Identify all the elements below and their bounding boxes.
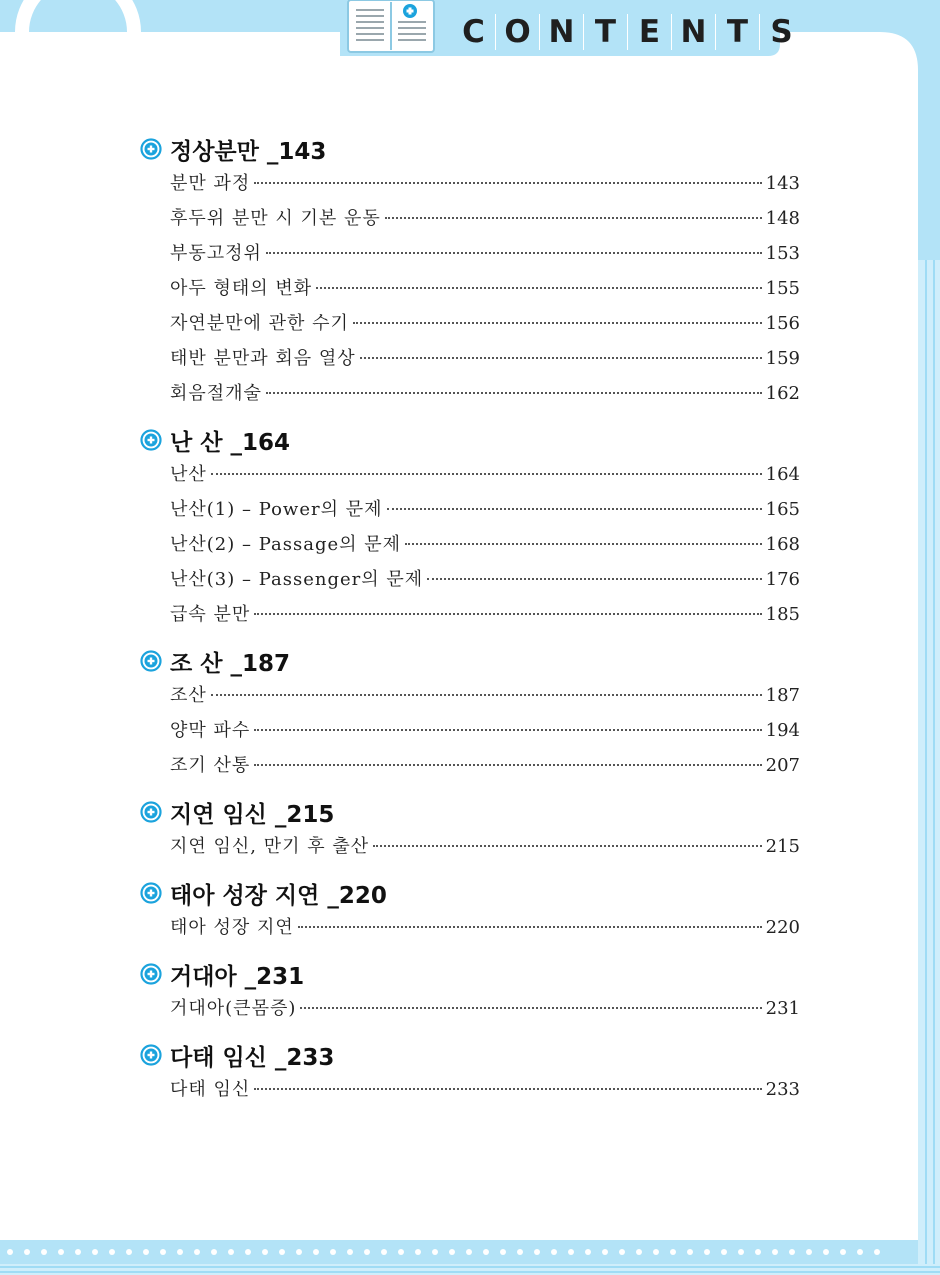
table-of-contents [140, 132, 800, 1107]
section-gap [140, 945, 800, 957]
toc-entry[interactable] [170, 271, 800, 306]
plus-circle-icon [140, 650, 162, 672]
toc-entry[interactable] [170, 236, 800, 271]
entry-label: 조기 산통 [170, 755, 251, 776]
section-gap [140, 411, 800, 423]
bottom-frame-band [0, 1240, 918, 1264]
toc-entry[interactable] [170, 201, 800, 236]
toc-section [140, 1038, 800, 1107]
heading-letter: N [671, 14, 715, 50]
toc-entry[interactable] [170, 457, 800, 492]
dot-leader [266, 252, 762, 254]
toc-entry[interactable] [170, 713, 800, 748]
toc-section [140, 644, 800, 783]
section-heading[interactable] [140, 795, 800, 829]
plus-circle-icon [140, 138, 162, 160]
section-title: 난 산 _164 [170, 429, 290, 456]
entry-label: 난산(2) – Passage의 문제 [170, 534, 402, 555]
entry-page-number: 231 [765, 998, 800, 1019]
toc-entry[interactable] [170, 678, 800, 713]
entry-page-number: 165 [765, 499, 800, 520]
heading-letter: S [759, 14, 803, 50]
entry-label: 양막 파수 [170, 720, 251, 741]
section-heading[interactable] [140, 423, 800, 457]
entry-page-number: 155 [765, 278, 800, 299]
entry-label: 거대아(큰몸증) [170, 998, 297, 1019]
section-gap [140, 864, 800, 876]
dot-leader [254, 764, 761, 766]
entry-page-number: 233 [765, 1079, 800, 1100]
dot-leader [254, 729, 761, 731]
dot-leader [300, 1007, 761, 1009]
entry-page-number: 215 [765, 836, 800, 857]
dot-leader [254, 613, 761, 615]
entry-label: 후두위 분만 시 기본 운동 [170, 208, 381, 229]
entry-label: 자연분만에 관한 수기 [170, 313, 349, 334]
section-heading[interactable] [140, 132, 800, 166]
entry-label: 지연 임신, 만기 후 출산 [170, 836, 370, 857]
entry-page-number: 185 [765, 604, 800, 625]
dot-leader [211, 473, 762, 475]
dot-leader [298, 926, 762, 928]
dot-leader [427, 578, 762, 580]
section-heading[interactable] [140, 876, 800, 910]
dot-leader [405, 543, 762, 545]
book-icon [348, 0, 434, 52]
toc-section [140, 132, 800, 411]
entry-page-number: 156 [765, 313, 800, 334]
toc-entry[interactable] [170, 492, 800, 527]
toc-entry[interactable] [170, 376, 800, 411]
entry-label: 난산(3) – Passenger의 문제 [170, 569, 424, 590]
toc-section [140, 795, 800, 864]
entry-label: 태반 분만과 회음 열상 [170, 348, 356, 369]
dot-leader [387, 508, 762, 510]
entry-page-number: 194 [765, 720, 800, 741]
section-gap [140, 783, 800, 795]
plus-circle-icon [140, 801, 162, 823]
heading-letter: E [627, 14, 671, 50]
entry-page-number: 159 [765, 348, 800, 369]
dot-leader [360, 357, 762, 359]
toc-entry[interactable] [170, 991, 800, 1026]
dot-leader [316, 287, 761, 289]
plus-circle-icon [140, 963, 162, 985]
dot-leader [353, 322, 762, 324]
toc-section [140, 957, 800, 1026]
entry-label: 급속 분만 [170, 604, 251, 625]
heading-letter: C [462, 14, 485, 50]
plus-circle-icon [140, 882, 162, 904]
section-title: 태아 성장 지연 _220 [170, 882, 387, 909]
dot-leader [254, 1088, 761, 1090]
entry-label: 난산(1) – Power의 문제 [170, 499, 383, 520]
section-heading[interactable] [140, 957, 800, 991]
entry-page-number: 162 [765, 383, 800, 404]
entry-page-number: 176 [765, 569, 800, 590]
toc-entry[interactable] [170, 910, 800, 945]
entry-label: 조산 [170, 685, 207, 706]
heading-letter: T [583, 14, 627, 50]
entry-page-number: 143 [765, 173, 800, 194]
entry-page-number: 148 [765, 208, 800, 229]
entry-label: 태아 성장 지연 [170, 917, 294, 938]
plus-circle-icon [140, 429, 162, 451]
entry-page-number: 164 [765, 464, 800, 485]
contents-heading [452, 10, 803, 54]
toc-entry[interactable] [170, 748, 800, 783]
heading-letter: T [715, 14, 759, 50]
heading-letter: O [495, 14, 539, 50]
toc-entry[interactable] [170, 527, 800, 562]
toc-entry[interactable] [170, 829, 800, 864]
entry-page-number: 207 [765, 755, 800, 776]
section-title: 거대아 _231 [170, 963, 305, 990]
toc-entry[interactable] [170, 166, 800, 201]
section-heading[interactable] [140, 1038, 800, 1072]
toc-entry[interactable] [170, 1072, 800, 1107]
toc-entry[interactable] [170, 562, 800, 597]
dot-leader [266, 392, 762, 394]
entry-label: 다태 임신 [170, 1079, 251, 1100]
entry-label: 부동고정위 [170, 243, 262, 264]
section-title: 지연 임신 _215 [170, 801, 335, 828]
entry-page-number: 220 [765, 917, 800, 938]
section-title: 정상분만 _143 [170, 138, 327, 165]
dot-leader [254, 182, 761, 184]
section-gap [140, 1026, 800, 1038]
toc-entry[interactable] [170, 341, 800, 376]
toc-entry[interactable] [170, 597, 800, 632]
entry-label: 난산 [170, 464, 207, 485]
section-gap [140, 632, 800, 644]
entry-label: 회음절개술 [170, 383, 262, 404]
section-heading[interactable] [140, 644, 800, 678]
heading-letter: N [539, 14, 583, 50]
plus-circle-icon [140, 1044, 162, 1066]
entry-page-number: 187 [765, 685, 800, 706]
dot-leader [385, 217, 762, 219]
toc-section [140, 423, 800, 632]
section-title: 다태 임신 _233 [170, 1044, 335, 1071]
entry-label: 분만 과정 [170, 173, 251, 194]
toc-section [140, 876, 800, 945]
dot-leader [373, 845, 762, 847]
entry-label: 아두 형태의 변화 [170, 278, 313, 299]
entry-page-number: 168 [765, 534, 800, 555]
section-title: 조 산 _187 [170, 650, 290, 677]
entry-page-number: 153 [765, 243, 800, 264]
dot-leader [211, 694, 762, 696]
toc-entry[interactable] [170, 306, 800, 341]
